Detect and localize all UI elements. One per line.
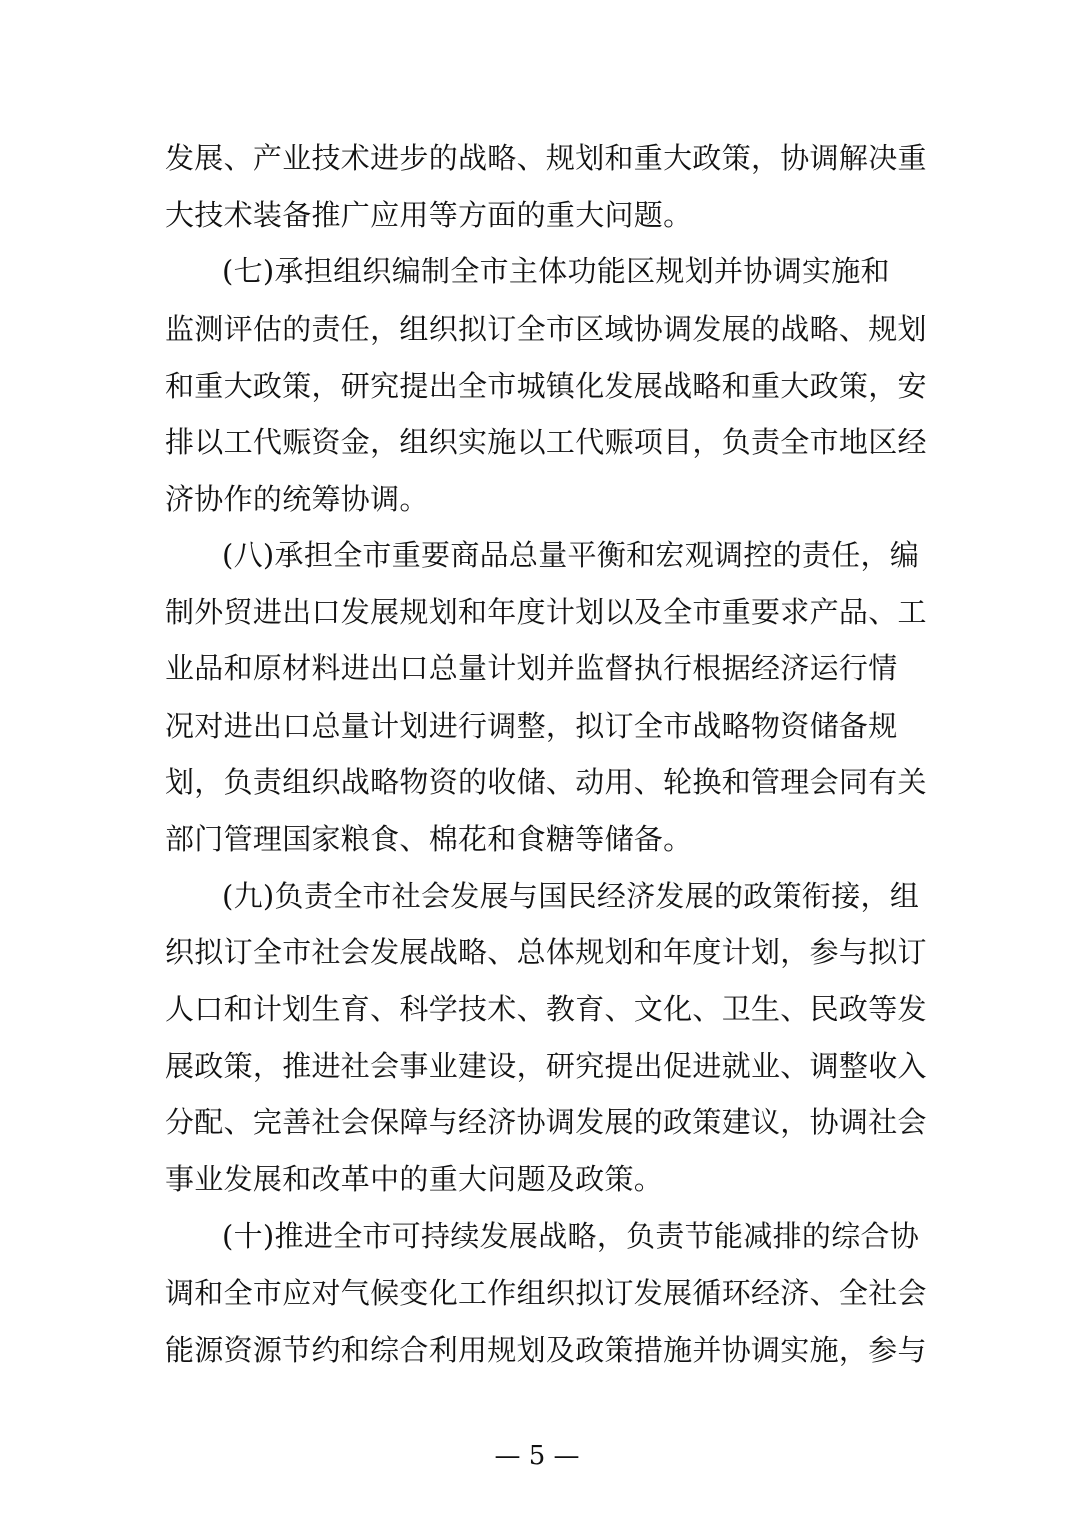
page-number: — 5 — [494,1441,580,1471]
paragraph-7-start: (七)承担组织编制全市主体功能区规划并协调实施和 [222,254,890,288]
text-line: 事业发展和改革中的重大问题及政策。 [165,1162,664,1196]
paragraph-10-start: (十)推进全市可持续发展战略，负责节能减排的综合协 [222,1219,920,1253]
text-line: 划，负责组织战略物资的收储、动用、轮换和管理会同有关 [165,765,927,799]
paragraph-8-start: (八)承担全市重要商品总量平衡和宏观调控的责任，编 [222,538,920,572]
text-line: 排以工代赈资金，组织实施以工代赈项目，负责全市地区经 [165,425,927,459]
text-line: 和重大政策，研究提出全市城镇化发展战略和重大政策，安 [165,369,927,403]
text-line: 业品和原材料进出口总量计划并监督执行根据经济运行情 [165,651,898,685]
text-line: 监测评估的责任，组织拟订全市区域协调发展的战略、规划 [165,312,927,346]
text-line: 织拟订全市社会发展战略、总体规划和年度计划，参与拟订 [165,935,927,969]
text-line: 人口和计划生育、科学技术、教育、文化、卫生、民政等发 [165,992,927,1026]
text-line: 况对进出口总量计划进行调整，拟订全市战略物资储备规 [165,709,898,743]
text-line: 发展、产业技术进步的战略、规划和重大政策，协调解决重 [165,141,927,175]
text-line: 大技术装备推广应用等方面的重大问题。 [165,198,693,232]
paragraph-9-start: (九)负责全市社会发展与国民经济发展的政策衔接，组 [222,879,920,913]
text-line: 能源资源节约和综合利用规划及政策措施并协调实施，参与 [165,1333,927,1367]
text-line: 济协作的统筹协调。 [165,482,429,516]
text-line: 调和全市应对气候变化工作组织拟订发展循环经济、全社会 [165,1276,927,1310]
text-line: 部门管理国家粮食、棉花和食糖等储备。 [165,822,693,856]
text-line: 分配、完善社会保障与经济协调发展的政策建议，协调社会 [165,1105,927,1139]
text-line: 展政策，推进社会事业建设，研究提出促进就业、调整收入 [165,1049,927,1083]
text-line: 制外贸进出口发展规划和年度计划以及全市重要求产品、工 [165,595,927,629]
